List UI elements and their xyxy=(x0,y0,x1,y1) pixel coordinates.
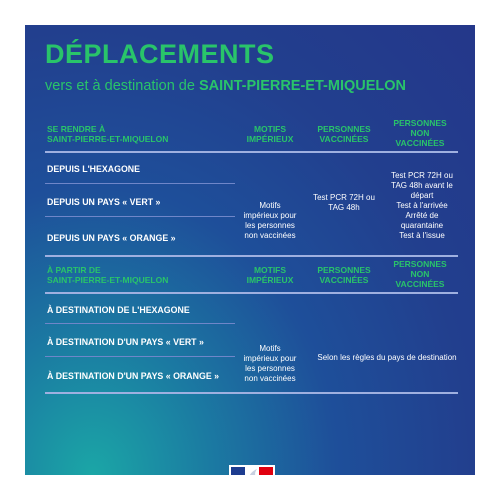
cell-line: Test à l'arrivée xyxy=(396,201,448,210)
col-nonvacc-line1: PERSONNES xyxy=(393,259,447,269)
section1-header xyxy=(47,124,168,144)
page-title: DÉPLACEMENTS xyxy=(45,39,275,69)
subtitle-place: SAINT-PIERRE-ET-MIQUELON xyxy=(198,78,407,94)
section2-row-vert: À DESTINATION D'UN PAYS « VERT » xyxy=(47,337,204,347)
section1-nonvaccinated-cell xyxy=(385,171,459,241)
cell-line: Arrêté de xyxy=(405,211,439,220)
section1-motifs-cell xyxy=(233,201,307,241)
row-divider xyxy=(45,183,235,184)
cell-line: Test PCR 72H ou xyxy=(391,171,453,180)
cell-line: non vaccinées xyxy=(244,374,296,383)
row-divider xyxy=(45,323,235,324)
row-divider xyxy=(45,216,235,217)
section2-col-nonvaccinated xyxy=(383,259,457,289)
col-nonvacc-line2: NON xyxy=(410,269,430,279)
section2-header-line2: SAINT-PIERRE-ET-MIQUELON xyxy=(47,275,169,285)
col-motifs-line2: IMPÉRIEUX xyxy=(246,275,294,285)
cell-line: Motifs xyxy=(259,201,281,210)
section2-row-hexagone: À DESTINATION DE L'HEXAGONE xyxy=(47,305,190,315)
section2-col-motifs xyxy=(230,265,310,285)
col-motifs-line1: MOTIFS xyxy=(253,124,287,134)
section1-header-rule xyxy=(45,151,458,153)
col-nonvacc-line3: VACCINÉES xyxy=(395,138,445,148)
logo-blue-band xyxy=(231,467,245,475)
cell-line: impérieux pour xyxy=(243,211,297,220)
cell-line: Motifs xyxy=(259,344,281,353)
section1-row-orange: DEPUIS UN PAYS « ORANGE » xyxy=(47,233,176,243)
cell-line: impérieux pour xyxy=(243,354,297,363)
cell-line: les personnes xyxy=(245,364,295,373)
section1-vaccinated-cell xyxy=(308,193,380,213)
cell-line: TAG 48h avant le xyxy=(391,181,453,190)
section1-header-line2: SAINT-PIERRE-ET-MIQUELON xyxy=(47,134,169,144)
col-nonvacc-line3: VACCINÉES xyxy=(395,279,445,289)
table-bottom-rule xyxy=(45,392,458,394)
cell-line: départ xyxy=(410,191,434,200)
section1-header-line1: SE RENDRE À xyxy=(47,124,106,134)
col-nonvacc-line2: NON xyxy=(410,128,430,138)
section2-header-line1: À PARTIR DE xyxy=(47,265,101,275)
cell-line: quarantaine xyxy=(400,221,444,230)
cell-line: les personnes xyxy=(245,221,295,230)
section2-col-vaccinated xyxy=(308,265,380,285)
marianne-flag-logo xyxy=(229,465,275,475)
section2-rules-cell: Selon les règles du pays de destination xyxy=(317,353,457,362)
logo-red-band xyxy=(259,467,273,475)
infographic-card xyxy=(25,25,475,475)
section2-motifs-cell xyxy=(233,344,307,384)
col-vacc-line1: PERSONNES xyxy=(317,265,371,275)
col-nonvacc-line1: PERSONNES xyxy=(393,118,447,128)
cell-line: Test à l'issue xyxy=(399,231,445,240)
section1-col-vaccinated xyxy=(308,124,380,144)
section2-header xyxy=(47,265,168,285)
subtitle-prefix: vers et à destination de xyxy=(45,78,199,94)
col-vacc-line2: VACCINÉES xyxy=(319,134,369,144)
cell-line: TAG 48h xyxy=(328,203,360,212)
col-motifs-line2: IMPÉRIEUX xyxy=(246,134,294,144)
col-vacc-line1: PERSONNES xyxy=(317,124,371,134)
cell-line: Test PCR 72H ou xyxy=(313,193,375,202)
col-motifs-line1: MOTIFS xyxy=(253,265,287,275)
section1-col-nonvaccinated xyxy=(383,118,457,148)
row-divider xyxy=(45,356,235,357)
section1-row-vert: DEPUIS UN PAYS « VERT » xyxy=(47,197,161,207)
page-subtitle xyxy=(45,78,406,94)
cell-line: non vaccinées xyxy=(244,231,296,240)
section1-row-hexagone: DEPUIS L'HEXAGONE xyxy=(47,164,141,174)
col-vacc-line2: VACCINÉES xyxy=(319,275,369,285)
section1-col-motifs xyxy=(230,124,310,144)
section2-header-rule xyxy=(45,292,458,294)
section-divider xyxy=(45,255,458,257)
section2-row-orange: À DESTINATION D'UN PAYS « ORANGE » xyxy=(47,371,220,381)
